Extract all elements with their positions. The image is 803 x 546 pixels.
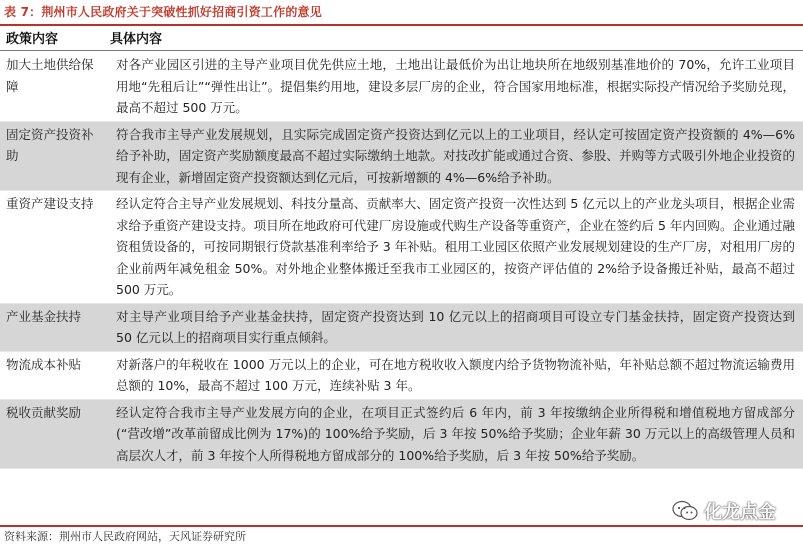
table-row: [0, 121, 803, 191]
detail-cell: 经认定符合主导产业发展规划、科技分量高、贡献率大、固定资产投资一次性达到 5 亿元以上的产业龙头项目，根据企业需求给予重资产建设支持。项目所在地政府可代建厂房设施或代购生产设备等重资产，企业在签约后 5 年内回购。企业通过融资租赁设备的，可按同期银行贷款基准利率给予 3 年补贴。租用工业园区依照产业发展规划建设的生产厂房，对租用厂房的企业前两年减免租金 50%。对外地企业整体搬迁至我市工业园区的，按资产评估值的 2%给予设备搬迁补贴，最高不超过 500 万元。: [110, 191, 803, 304]
wechat-icon: [672, 500, 698, 522]
policy-table: [0, 52, 803, 469]
table-row: [0, 303, 803, 351]
table-row: [0, 191, 803, 304]
header-rule: [0, 50, 803, 51]
policy-cell: 产业基金扶持: [0, 303, 110, 351]
header-detail: 具体内容: [110, 32, 163, 47]
policy-cell: 加大土地供给保障: [0, 52, 110, 121]
table-row: [0, 351, 803, 399]
table-row: [0, 399, 803, 469]
policy-cell: 固定资产投资补助: [0, 121, 110, 191]
detail-cell: 符合我市主导产业发展规划，且实际完成固定资产投资达到亿元以上的工业项目，经认定可按固定资产投资额的 4%—6%给予补助，固定资产奖励额度最高不超过实际缴纳土地款。对技改扩能或通过合资、参股、并购等方式吸引外地企业投资的现有企业，新增固定资产投资额达到亿元后，可按新增额的 4%—6%给予补助。: [110, 121, 803, 191]
policy-cell: 物流成本补贴: [0, 351, 110, 399]
bottom-rule: [0, 525, 803, 527]
watermark: [672, 497, 800, 525]
top-rule: [0, 24, 803, 26]
source-note: 资料来源：荆州市人民政府网站，天风证券研究所: [4, 530, 246, 543]
header-policy: 政策内容: [6, 32, 59, 47]
watermark-text: 化龙点金: [704, 502, 776, 523]
policy-cell: 重资产建设支持: [0, 191, 110, 304]
table-title: 表 7：荆州市人民政府关于突破性抓好招商引资工作的意见: [4, 5, 322, 19]
table-row: [0, 52, 803, 121]
detail-cell: 经认定符合我市主导产业发展方向的企业，在项目正式签约后 6 年内，前 3 年按缴纳企业所得税和增值税地方留成部分(“营改增”改革前留成比例为 17%)的 100%给予奖励，后 3 年按 50%给予奖励；企业年薪 30 万元以上的高级管理人员和高层次人才，前 3 年按个人所得税地方留成部分的 100%给予奖励，后 3 年按 50%给予奖励。: [110, 399, 803, 469]
detail-cell: 对主导产业项目给予产业基金扶持，固定资产投资达到 10 亿元以上的招商项目可设立专门基金扶持，固定资产投资达到 50 亿元以上的招商项目实行重点倾斜。: [110, 303, 803, 351]
policy-cell: 税收贡献奖励: [0, 399, 110, 469]
detail-cell: 对新落户的年税收在 1000 万元以上的企业，可在地方税收收入额度内给予货物物流补贴，年补贴总额不超过物流运输费用总额的 10%，最高不超过 100 万元，连续补贴 3 年。: [110, 351, 803, 399]
detail-cell: 对各产业园区引进的主导产业项目优先供应土地，土地出让最低价为出让地块所在地级别基准地价的 70%，允许工业项目用地“先租后让”“弹性出让”。提倡集约用地，建设多层厂房的企业，符合国家用地标准，根据实际投产情况给予奖励兑现，最高不超过 500 万元。: [110, 52, 803, 121]
